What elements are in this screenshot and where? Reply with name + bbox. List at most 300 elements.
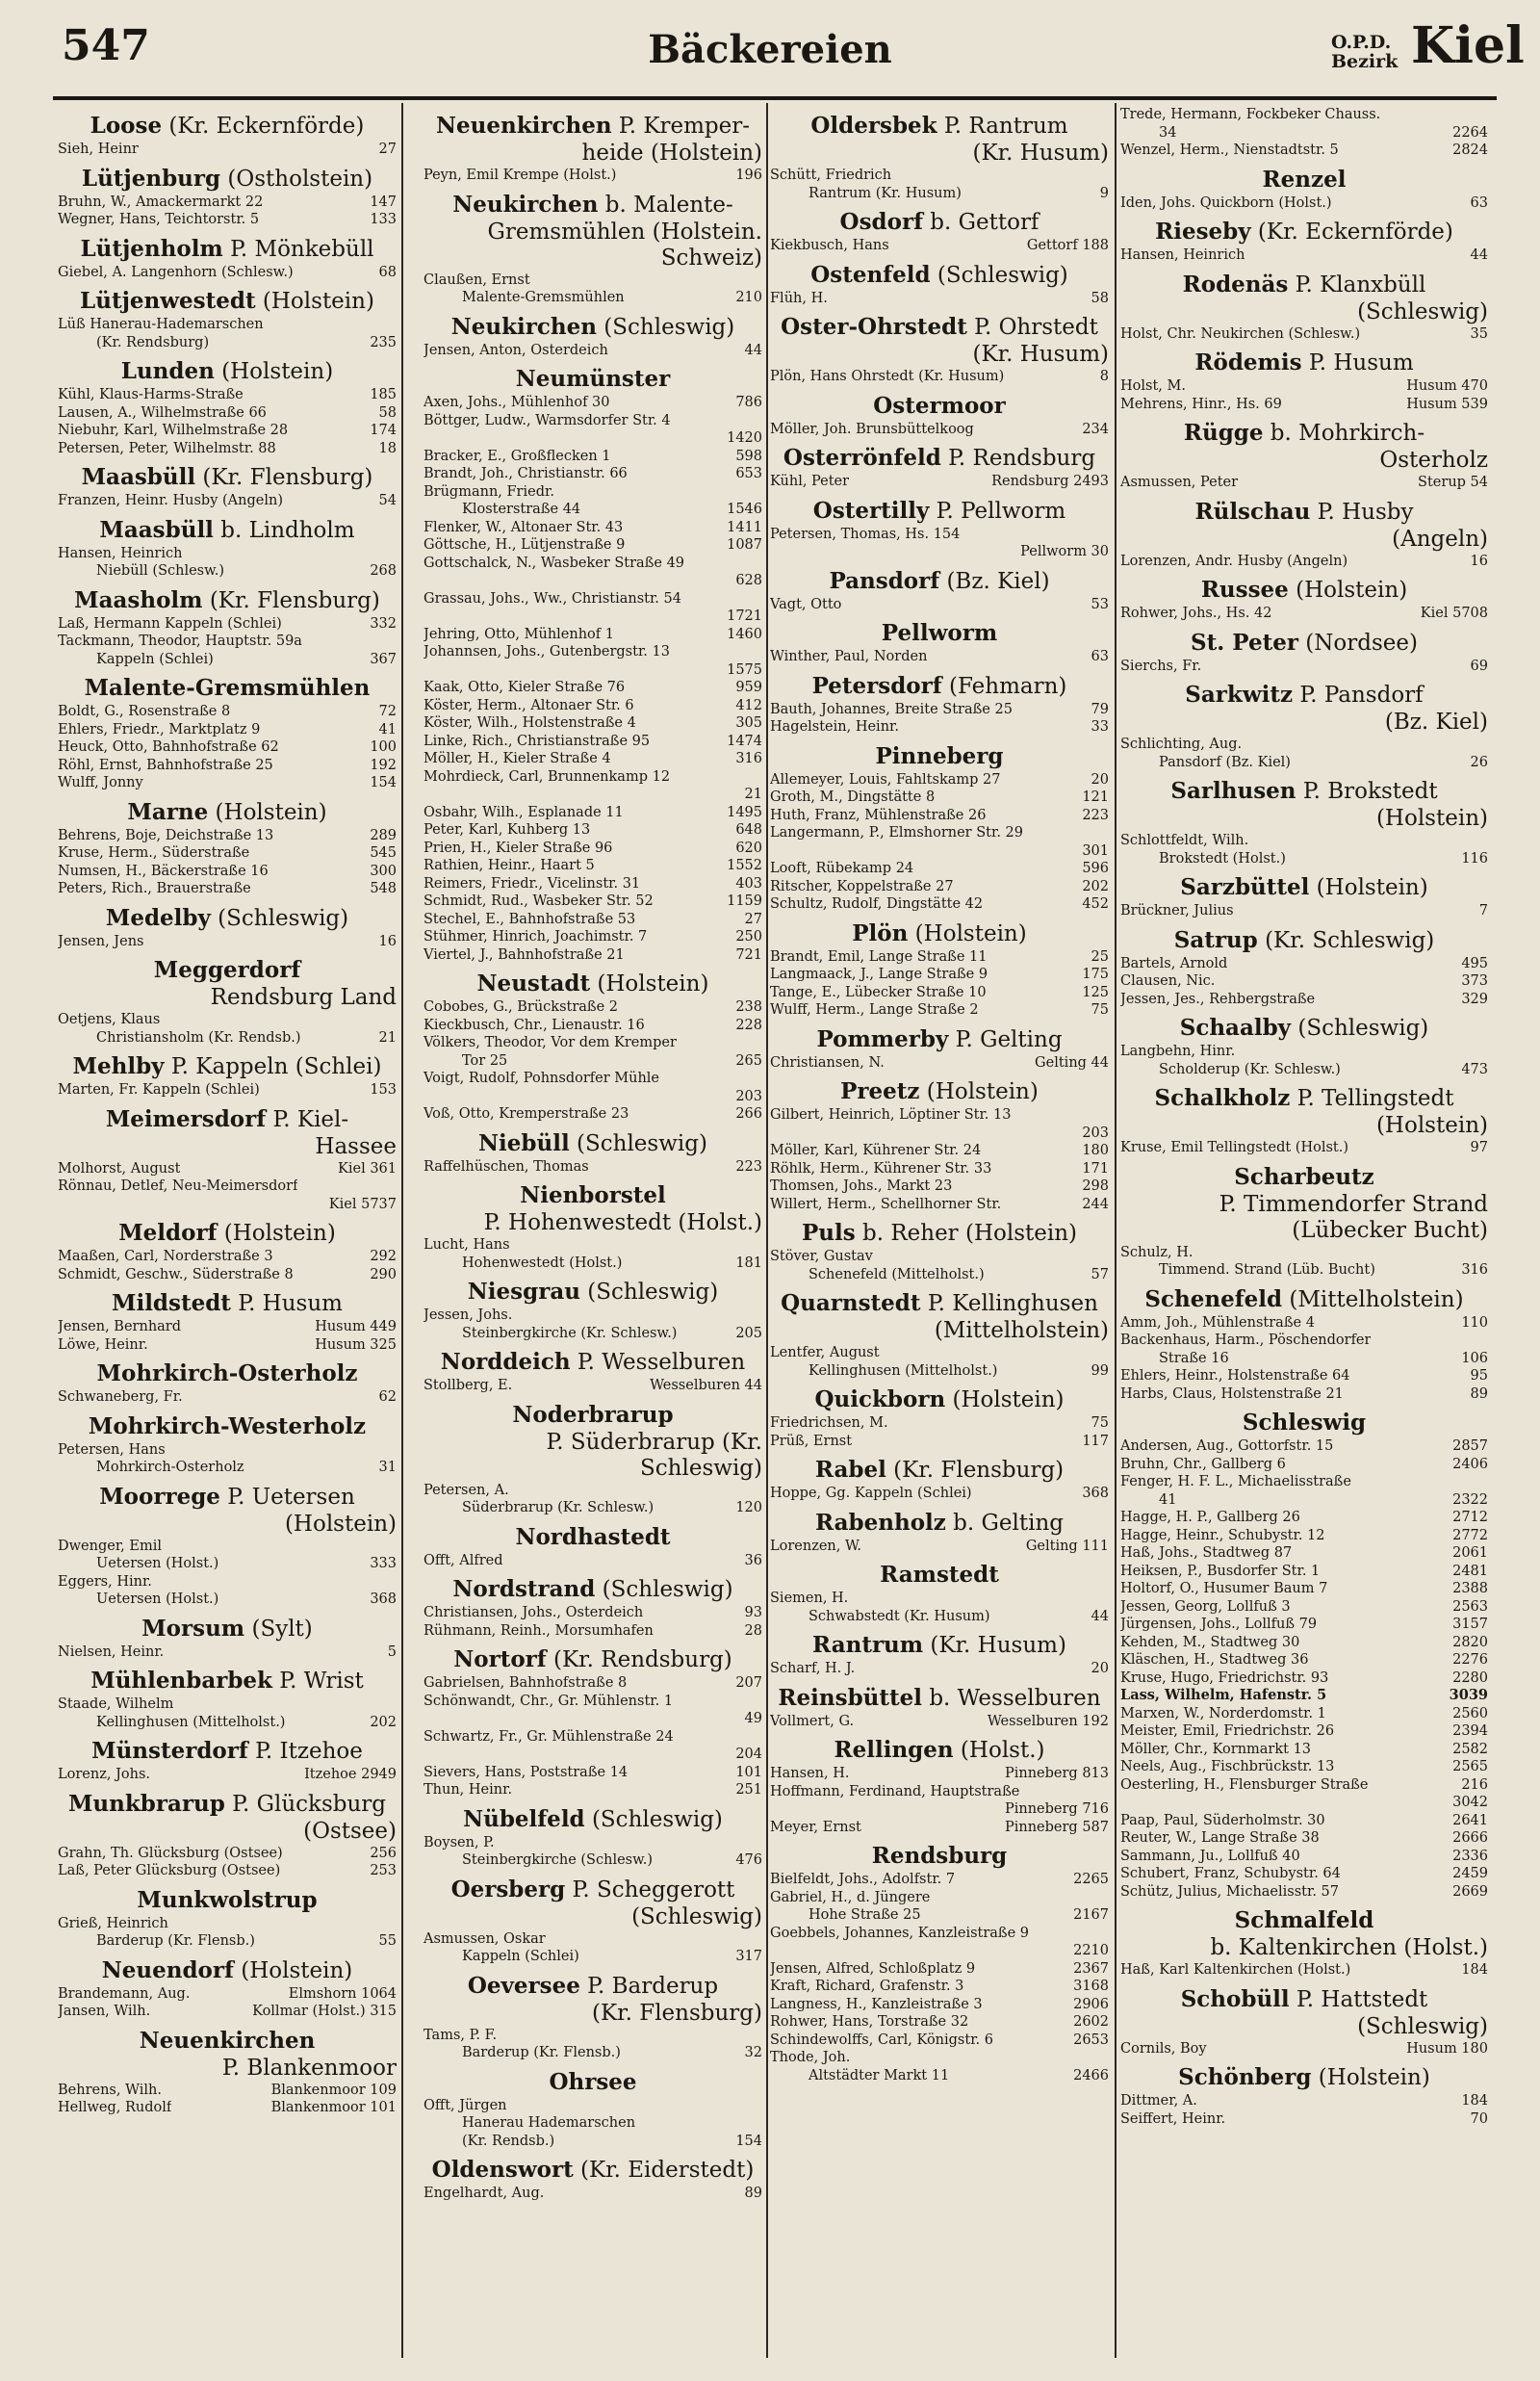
bakery-entry	[424, 1034, 762, 1052]
entry-name: Plön, Hans Ohrstedt (Kr. Husum)	[770, 369, 1005, 384]
entry-name: Prien, H., Kieler Straße 96	[424, 840, 613, 856]
entry-phone: 373	[1461, 973, 1488, 989]
entry-name: Kruse, Emil Tellingstedt (Holst.)	[1120, 1140, 1348, 1155]
entry-name: Rantrum (Kr. Husum)	[808, 185, 962, 201]
entry-phone: 721	[735, 946, 762, 963]
entry-name: Groth, M., Dingstätte 8	[770, 789, 936, 805]
entry-phone: 628	[735, 573, 762, 588]
place-name: Renzel	[1262, 166, 1347, 193]
place-name: Osdorf	[839, 209, 923, 235]
entry-name: Kläschen, H., Stadtweg 36	[1120, 1652, 1309, 1668]
bakery-entry	[58, 774, 397, 792]
entry-name: Grassau, Johs., Ww., Christianstr. 54	[424, 590, 681, 607]
bakery-entry	[1120, 2040, 1488, 2058]
place-heading	[58, 1737, 397, 1766]
entry-name: Gilbert, Heinrich, Löptiner Str. 13	[770, 1107, 1012, 1123]
place-name: Rödemis	[1194, 349, 1302, 375]
bakery-entry	[1120, 1385, 1488, 1404]
bakery-entry	[1120, 605, 1488, 623]
bakery-entry	[1120, 194, 1488, 213]
bakery-entry	[424, 519, 762, 537]
entry-name: Hoppe, Gg. Kappeln (Schlei)	[770, 1486, 972, 1501]
opd-line: O.P.D.	[1331, 32, 1392, 53]
entry-phone: 316	[735, 751, 762, 766]
bakery-entry	[1120, 1883, 1488, 1902]
place-qualifier-continued: (Holstein)	[1375, 806, 1488, 831]
bakery-entry	[770, 1942, 1109, 1960]
place-qualifier: (Schleswig)	[595, 1577, 733, 1602]
bakery-entry	[58, 1932, 397, 1951]
entry-phone: 27	[378, 142, 397, 157]
place-qualifier: P. Husum	[230, 1291, 343, 1316]
entry-name: Looft, Rübekamp 24	[770, 861, 914, 876]
place-name: Oster-Ohrstedt	[781, 314, 967, 340]
entry-phone: Rendsburg 2493	[991, 474, 1109, 489]
bakery-entry	[770, 1248, 1109, 1266]
place-name: Neumünster	[515, 366, 671, 392]
entry-name: Giebel, A. Langenhorn (Schlesw.)	[58, 264, 294, 280]
place-heading	[58, 674, 397, 703]
bakery-entry	[58, 721, 397, 739]
place-heading	[424, 1645, 762, 1674]
entry-phone: 35	[1470, 325, 1488, 342]
place-qualifier: P. Brokstedt	[1296, 779, 1438, 804]
place-name: Maasbüll	[99, 516, 214, 543]
entry-phone: 63	[1470, 194, 1488, 211]
place-qualifier: b. Mohrkirch-	[1263, 421, 1425, 446]
bakery-entry	[424, 572, 762, 590]
entry-name: Möller, H., Kieler Straße 4	[424, 751, 611, 766]
place-heading	[770, 112, 1109, 167]
bakery-entry	[770, 2032, 1109, 2050]
entry-name: Schwabstedt (Kr. Husum)	[808, 1608, 990, 1624]
entry-name: Offt, Jürgen	[424, 2097, 507, 2113]
place-qualifier: P. Pellworm	[929, 498, 1066, 524]
entry-name: Asmussen, Oskar	[424, 1930, 546, 1947]
place-heading	[58, 516, 397, 545]
entry-name: Neels, Aug., Fischbrückstr. 13	[1120, 1759, 1335, 1774]
entry-phone: Elmshorn 1064	[288, 1985, 397, 2002]
place-name: Pinneberg	[875, 742, 1004, 769]
bakery-entry	[770, 1819, 1109, 1837]
entry-name: Dittmer, A.	[1120, 2093, 1197, 2109]
entry-phone: 16	[378, 933, 397, 949]
entry-phone: 495	[1461, 955, 1488, 971]
entry-name: Wulff, Jonny	[58, 775, 143, 790]
place-qualifier: P. Glücksburg	[224, 1791, 387, 1817]
bakery-entry	[1120, 1527, 1488, 1545]
entry-phone: Blankenmoor 109	[270, 2082, 397, 2098]
place-qualifier-continued: heide (Holstein)	[581, 141, 762, 166]
entry-name: Kellinghusen (Mittelholst.)	[808, 1362, 998, 1379]
bakery-entry	[424, 1499, 762, 1517]
entry-name: Jensen, Bernhard	[58, 1319, 182, 1334]
entry-phone: 2820	[1452, 1634, 1488, 1650]
place-qualifier-continued: (Bz. Kiel)	[1384, 710, 1488, 735]
place-qualifier: (Holstein)	[233, 1957, 353, 1983]
bakery-entry	[1120, 553, 1488, 571]
entry-name: Lorenzen, Andr. Husby (Angeln)	[1120, 553, 1348, 569]
place-heading	[770, 1561, 1109, 1590]
entry-name: Christiansen, N.	[770, 1054, 885, 1071]
place-name: Mehlby	[72, 1053, 165, 1079]
place-qualifier: (Schleswig)	[1291, 1016, 1429, 1041]
place-heading	[58, 1359, 397, 1388]
entry-phone: 9	[1099, 185, 1109, 201]
entry-phone: 181	[735, 1255, 762, 1271]
entry-phone: 216	[1461, 1776, 1488, 1793]
place-qualifier-continued: P. Blankenmoor	[221, 2055, 397, 2081]
entry-name: Uetersen (Holst.)	[96, 1592, 219, 1607]
entry-phone: 1575	[727, 661, 762, 678]
entry-phone: 175	[1082, 967, 1109, 982]
entry-name: Jürgensen, Johs., Lollfuß 79	[1120, 1617, 1318, 1632]
entry-phone: 333	[370, 1556, 397, 1571]
place-name: Schaalby	[1179, 1015, 1292, 1041]
entry-name: Fenger, H. F. L., Michaelisstraße	[1120, 1474, 1351, 1489]
place-name: Ostermoor	[873, 392, 1006, 419]
bakery-entry	[1120, 1722, 1488, 1741]
entry-phone: 44	[744, 342, 762, 358]
entry-phone: 2582	[1452, 1741, 1488, 1757]
entry-phone: 57	[1091, 1266, 1109, 1282]
entry-name: Langness, H., Kanzleistraße 3	[770, 1996, 983, 2012]
entry-phone: 63	[1091, 649, 1109, 664]
place-qualifier: (Kr. Husum)	[923, 1633, 1066, 1658]
entry-name: Ehlers, Friedr., Marktplatz 9	[58, 721, 261, 738]
entry-phone: 268	[370, 563, 397, 579]
entry-name: Schultz, Rudolf, Dingstätte 42	[770, 896, 984, 912]
entry-name: Rathien, Heinr., Haart 5	[424, 858, 595, 873]
entry-phone: 192	[370, 757, 397, 773]
place-name: Münsterdorf	[91, 1738, 248, 1764]
entry-name: Grahn, Th. Glücksburg (Ostsee)	[58, 1845, 283, 1861]
entry-phone: Sterup 54	[1418, 475, 1488, 490]
entry-phone: 317	[735, 1949, 762, 1964]
place-qualifier: (Holst.)	[953, 1738, 1045, 1763]
bakery-entry	[58, 1766, 397, 1784]
entry-name: Winther, Paul, Norden	[770, 649, 928, 664]
place-name: Munkbrarup	[67, 1790, 225, 1817]
place-name: Schenefeld	[1144, 1285, 1283, 1312]
entry-name: Stöver, Gustav	[770, 1249, 873, 1264]
bakery-entry	[770, 1871, 1109, 1889]
bakery-entry	[58, 1081, 397, 1100]
bakery-entry	[770, 1178, 1109, 1196]
place-name: Loose	[90, 113, 163, 139]
place-name: Rantrum	[812, 1632, 924, 1658]
entry-name: Röhlk, Herm., Kührener Str. 33	[770, 1160, 992, 1177]
bakery-entry	[424, 911, 762, 929]
bakery-entry	[424, 786, 762, 804]
entry-phone: 33	[1091, 719, 1109, 735]
bakery-entry	[424, 1088, 762, 1106]
bakery-entry	[770, 1608, 1109, 1626]
bakery-entry	[424, 1622, 762, 1641]
place-name: Ostertilly	[812, 497, 930, 524]
entry-name: Peters, Rich., Brauerstraße	[58, 881, 251, 896]
entry-phone: 301	[1082, 842, 1109, 859]
place-heading	[58, 1956, 397, 1985]
entry-name: Thode, Joh.	[770, 2050, 851, 2065]
bakery-entry	[1120, 1961, 1488, 1980]
entry-phone: 26	[1470, 754, 1488, 770]
entry-name: Willert, Herm., Schellhorner Str.	[770, 1196, 1002, 1212]
bakery-entry	[770, 1106, 1109, 1125]
place-name: Mildstedt	[112, 1290, 231, 1316]
entry-name: Brandt, Emil, Lange Straße 11	[770, 948, 988, 965]
bakery-entry	[1120, 1580, 1488, 1598]
entry-phone: 89	[744, 2186, 762, 2201]
entry-phone: 32	[744, 2045, 762, 2060]
entry-name: Amm, Joh., Mühlenstraße 4	[1120, 1314, 1315, 1331]
bakery-entry	[424, 840, 762, 858]
bakery-entry	[770, 1054, 1109, 1073]
place-name: Quarnstedt	[781, 1290, 921, 1316]
entry-name: Eggers, Hinr.	[58, 1573, 152, 1590]
bakery-entry	[424, 608, 762, 626]
place-name: Malente-Gremsmühlen	[84, 675, 371, 701]
entry-name: Gabriel, H., d. Jüngere	[770, 1889, 931, 1905]
place-name: Neuendorf	[101, 1956, 234, 1983]
bakery-entry	[1120, 1261, 1488, 1280]
place-heading	[1120, 1985, 1488, 2040]
bakery-entry	[770, 1906, 1109, 1925]
column-2	[424, 106, 762, 2359]
place-qualifier: (Kr. Rendsburg)	[546, 1647, 732, 1672]
entry-phone: 368	[1082, 1486, 1109, 1501]
entry-name: Lass, Wilhelm, Hafenstr. 5	[1120, 1687, 1327, 1703]
entry-phone: Husum 180	[1406, 2040, 1488, 2057]
bakery-entry	[424, 893, 762, 911]
bakery-entry	[424, 412, 762, 430]
bakery-entry	[424, 643, 762, 661]
bakery-entry	[424, 2097, 762, 2115]
bakery-entry	[424, 1693, 762, 1711]
entry-name: Engelhardt, Aug.	[424, 2186, 545, 2201]
bakery-entry	[58, 933, 397, 951]
bakery-entry	[770, 1362, 1109, 1381]
bakery-entry	[1120, 1456, 1488, 1474]
place-heading	[1120, 629, 1488, 658]
place-qualifier: P. Ohrstedt	[966, 315, 1098, 340]
bakery-entry	[424, 857, 762, 875]
entry-phone: Wesselburen 44	[650, 1378, 762, 1393]
entry-name: Reimers, Friedr., Vicelinstr. 31	[424, 875, 641, 892]
entry-phone: 54	[378, 493, 397, 508]
bakery-entry	[424, 1781, 762, 1799]
bakery-entry	[424, 679, 762, 697]
entry-name: Hansen, Heinrich	[58, 545, 183, 561]
entry-name: Numsen, H., Bäckerstraße 16	[58, 863, 269, 879]
bakery-entry	[424, 1674, 762, 1693]
place-qualifier: (Bz. Kiel)	[939, 568, 1050, 594]
place-name: Rabenholz	[815, 1509, 946, 1536]
bakery-entry	[58, 651, 397, 669]
bakery-entry	[770, 842, 1109, 861]
bakery-entry	[1120, 1491, 1488, 1510]
entry-phone: 117	[1082, 1433, 1109, 1449]
bakery-entry	[58, 1248, 397, 1266]
entry-name: Uetersen (Holst.)	[96, 1556, 219, 1571]
bakery-entry	[58, 211, 397, 229]
place-qualifier: P. Wrist	[272, 1669, 364, 1694]
bakery-entry	[58, 492, 397, 510]
entry-name: Hagge, H. P., Gallberg 26	[1120, 1510, 1300, 1525]
entry-phone: 2167	[1073, 1907, 1109, 1923]
place-qualifier-continued: (Schleswig)	[1357, 298, 1488, 324]
place-name: Moorrege	[99, 1483, 220, 1510]
place-qualifier: (Kr. Eckernförde)	[162, 114, 365, 139]
place-name: Plön	[852, 919, 909, 946]
entry-phone: 2394	[1452, 1723, 1488, 1739]
entry-phone: 25	[1091, 948, 1109, 965]
place-heading	[770, 208, 1109, 237]
bakery-entry	[424, 2114, 762, 2133]
bakery-entry	[58, 827, 397, 845]
bakery-entry	[770, 237, 1109, 255]
place-name: Meimersdorf	[105, 1105, 267, 1132]
place-heading	[770, 1684, 1109, 1713]
bakery-entry	[424, 1710, 762, 1728]
entry-phone: 154	[370, 775, 397, 790]
place-qualifier-continued: (Holstein)	[284, 1511, 397, 1537]
entry-phone: Itzehoe 2949	[304, 1767, 397, 1782]
entry-name: Jessen, Johs.	[424, 1307, 513, 1323]
entry-name: Marten, Fr. Kappeln (Schlei)	[58, 1082, 260, 1098]
bakery-entry	[424, 750, 762, 768]
bakery-entry	[424, 1482, 762, 1500]
bakery-entry	[770, 1142, 1109, 1160]
entry-phone: Husum 539	[1406, 396, 1488, 412]
entry-phone: 3042	[1452, 1795, 1488, 1810]
bakery-entry	[770, 948, 1109, 967]
place-qualifier-continued: (Angeln)	[1392, 526, 1488, 552]
entry-name: Allemeyer, Louis, Fahltskamp 27	[770, 771, 1001, 788]
place-heading	[424, 1348, 762, 1377]
entry-phone: 620	[735, 840, 762, 856]
place-heading	[770, 672, 1109, 701]
place-name: Satrup	[1173, 926, 1258, 953]
place-name: Mühlenbarbek	[90, 1668, 272, 1694]
bakery-entry	[770, 2067, 1109, 2085]
entry-name: Brügmann, Friedr.	[424, 483, 554, 500]
bakery-entry	[58, 2003, 397, 2021]
entry-name: 41	[1159, 1491, 1177, 1508]
entry-phone: 368	[370, 1592, 397, 1607]
place-qualifier-continued: Osterholz	[1379, 448, 1488, 473]
entry-phone: 290	[370, 1266, 397, 1282]
entry-phone: 2210	[1073, 1943, 1109, 1958]
bakery-entry	[1120, 1634, 1488, 1652]
entry-phone: 121	[1082, 789, 1109, 805]
place-heading	[58, 2027, 397, 2082]
bakery-entry	[770, 2049, 1109, 2067]
entry-name: Pansdorf (Bz. Kiel)	[1159, 754, 1291, 770]
entry-name: Mohrdieck, Carl, Brunnenkamp 12	[424, 768, 671, 785]
place-heading	[58, 112, 397, 141]
bakery-entry	[1120, 1509, 1488, 1527]
bakery-entry	[1120, 1544, 1488, 1563]
bakery-entry	[1120, 1563, 1488, 1581]
bakery-entry	[424, 1764, 762, 1782]
place-heading	[770, 261, 1109, 290]
place-heading	[1120, 166, 1488, 194]
place-name: Nordstrand	[452, 1576, 596, 1602]
bakery-entry	[424, 1930, 762, 1949]
bakery-entry	[424, 1746, 762, 1764]
entry-name: Langbehn, Hinr.	[1120, 1044, 1236, 1059]
entry-phone: 41	[378, 721, 397, 738]
place-name: Mohrkirch-Osterholz	[96, 1360, 358, 1386]
bakery-entry	[424, 342, 762, 360]
bakery-entry	[58, 1266, 397, 1284]
place-qualifier-continued: (Kr. Husum)	[972, 342, 1109, 367]
place-qualifier: b. Malente-	[598, 192, 733, 218]
bakery-entry	[58, 1029, 397, 1048]
entry-phone: 116	[1461, 850, 1488, 867]
bakery-entry	[770, 543, 1109, 561]
place-qualifier: (Holstein)	[255, 289, 374, 314]
entry-name: Bruhn, Chr., Gallberg 6	[1120, 1456, 1286, 1472]
entry-phone: Husum 325	[315, 1336, 397, 1353]
bakery-entry	[58, 1441, 397, 1460]
entry-phone: 68	[378, 264, 397, 280]
bakery-entry	[770, 1196, 1109, 1214]
place-name: Medelby	[105, 904, 211, 931]
bakery-entry	[424, 733, 762, 751]
entry-name: Stechel, E., Bahnhofstraße 53	[424, 911, 636, 927]
place-name: Lütjenholm	[80, 235, 223, 262]
page-header	[0, 0, 1540, 96]
entry-name: Holst, M.	[1120, 378, 1186, 394]
entry-name: Hagge, Heinr., Schubystr. 12	[1120, 1527, 1325, 1543]
place-name: Rieseby	[1155, 219, 1251, 245]
bakery-entry	[1120, 106, 1488, 124]
place-qualifier: (Schleswig)	[579, 1280, 719, 1305]
bakery-entry	[424, 928, 762, 946]
place-qualifier-continued: (Schleswig)	[1357, 2013, 1488, 2039]
entry-phone: 596	[1082, 861, 1109, 876]
entry-name: Lentfer, August	[770, 1345, 880, 1360]
entry-name: Gottschalck, N., Wasbeker Straße 49	[424, 555, 685, 571]
bakery-entry	[424, 501, 762, 519]
entry-name: Offt, Alfred	[424, 1552, 503, 1568]
entry-name: Gabrielsen, Bahnhofstraße 8	[424, 1675, 628, 1691]
place-name: Lütjenwestedt	[80, 288, 256, 314]
bakery-entry	[58, 703, 397, 721]
bakery-entry	[58, 404, 397, 423]
place-name: Niebüll	[478, 1129, 570, 1156]
bakery-entry	[1120, 1669, 1488, 1688]
entry-phone: 27	[744, 911, 762, 927]
entry-name: Bielfeldt, Johs., Adolfstr. 7	[770, 1872, 956, 1887]
place-name: Noderbrarup	[512, 1401, 674, 1428]
entry-phone: 210	[735, 290, 762, 305]
place-qualifier: (Schleswig)	[930, 262, 1068, 288]
bakery-entry	[58, 1862, 397, 1880]
entry-phone: 234	[1082, 421, 1109, 437]
place-heading	[58, 235, 397, 264]
place-heading	[1120, 498, 1488, 553]
bakery-entry	[424, 714, 762, 733]
place-name: Meggerdorf	[153, 957, 301, 983]
entry-name: Maaßen, Carl, Norderstraße 3	[58, 1249, 273, 1264]
bakery-entry	[58, 844, 397, 863]
entry-name: Franzen, Heinr. Husby (Angeln)	[58, 493, 283, 508]
entry-name: Lorenz, Johs.	[58, 1767, 150, 1782]
place-qualifier: (Mittelholstein)	[1282, 1286, 1464, 1312]
